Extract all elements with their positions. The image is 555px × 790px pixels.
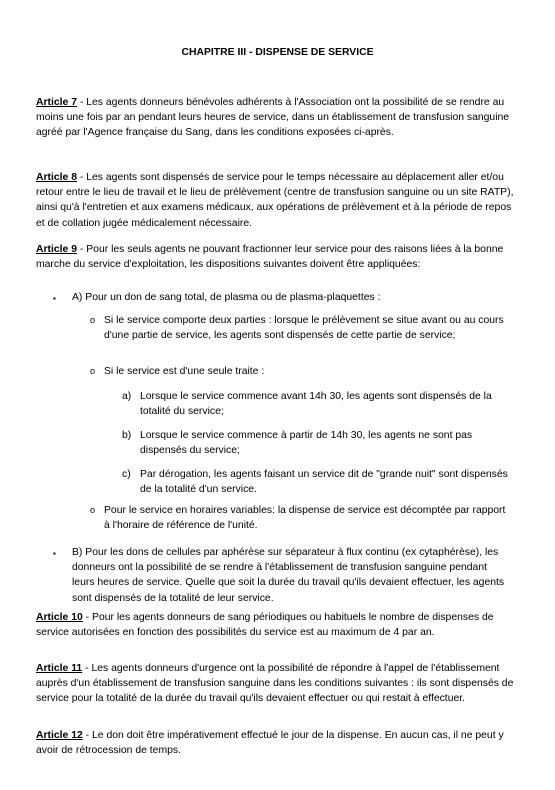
sub-c-text: Par dérogation, les agents faisant un service dit de "grande nuit" sont dispensés de la totalité d'un service.: [140, 469, 508, 496]
sub-b-text: Lorsque le service commence à partir de 14h 30, les agents ne sont pas dispensés du service;: [140, 430, 473, 457]
article-8-label: Article 8: [36, 172, 78, 183]
article-10-text: - Pour les agents donneurs de sang périodiques ou habituels le nombre de dispenses de service autorisées en fonction des possibilités du service est au maximum de 4 par an.: [36, 612, 494, 639]
article-9: [36, 242, 518, 272]
sub-a-marker: a): [122, 391, 132, 402]
section-a-text: A) Pour un don de sang total, de plasma ou de plasma-plaquettes :: [72, 292, 381, 303]
item-2-marker: o: [90, 366, 96, 376]
article-11-label: Article 11: [36, 663, 83, 674]
article-12-label: Article 12: [36, 730, 83, 741]
article-11: [36, 661, 518, 707]
section-b-text: B) Pour les dons de cellules par aphérèse sur séparateur à flux continu (ex cytaphérèse), les donneurs ont la possibilité de se rendre à l'établissement de transfusion sanguine pendant leurs heures de service. Quelle que soit la durée du travail qu'ils devaient effectuer, les agents sont dispensés de la totalité de leur service.: [72, 547, 505, 604]
article-11-text: - Les agents donneurs d'urgence ont la possibilité de répondre à l'appel de l'établissement auprès d'un établissement de transfusion sanguine dans les conditions suivantes : ils sont dispensés de service pour la totalité de la durée du travail qu'ils devaient effectuer ou qui restait à effectuer.: [36, 663, 514, 705]
article-9-label: Article 9: [36, 244, 78, 255]
article-12: [36, 728, 518, 758]
item-1-text: Si le service comporte deux parties : lorsque le prélèvement se situe avant ou au cours d'une partie de service, les agents sont dispensés de cette partie de service;: [104, 315, 504, 342]
article-8: [36, 170, 518, 231]
section-b-bullet: ▪: [53, 549, 56, 558]
item-3-marker: o: [90, 505, 96, 515]
article-10: [36, 610, 518, 640]
item-2-text: Si le service est d'une seule traite :: [104, 366, 265, 377]
sub-b-marker: b): [122, 430, 132, 441]
chapter-title: CHAPITRE III - DISPENSE DE SERVICE: [181, 47, 374, 58]
article-9-text: - Pour les seuls agents ne pouvant fractionner leur service pour des raisons liées à la bonne marche du service d'exploitation, les dispositions suivantes doivent être appliquées:: [36, 244, 504, 271]
article-7-label: Article 7: [36, 97, 78, 108]
article-10-label: Article 10: [36, 612, 83, 623]
sub-a-text: Lorsque le service commence avant 14h 30, les agents sont dispensés de la totalité du service;: [140, 391, 492, 418]
section-a-bullet: ▪: [53, 294, 56, 303]
item-1-marker: o: [90, 315, 96, 325]
sub-c-marker: c): [122, 469, 131, 480]
article-8-text: - Les agents sont dispensés de service pour le temps nécessaire au déplacement aller et/ou retour entre le lieu de travail et le lieu de prélèvement (centre de transfusion sanguine ou un site RATP), ainsi qu'à l'entretien et aux examens médicaux, aux opérations de prélèvement et à la période de repos et de collation jugée médicalement nécessaire.: [36, 172, 514, 229]
article-7-text: - Les agents donneurs bénévoles adhérents à l'Association ont la possibilité de se rendre au moins une fois par an pendant leurs heures de service, dans un établissement de transfusion sanguine agréé par l'Agence française du Sang, dans les conditions exposées ci-après.: [36, 97, 510, 139]
article-12-text: - Le don doit être impérativement effectué le jour de la dispense. En aucun cas, il ne peut y avoir de rétrocession de temps.: [36, 730, 504, 757]
article-7: [36, 95, 518, 141]
item-3-text: Pour le service en horaires variables: la dispense de service est décomptée par rapport à l'horaire de référence de l'unité.: [104, 505, 506, 532]
